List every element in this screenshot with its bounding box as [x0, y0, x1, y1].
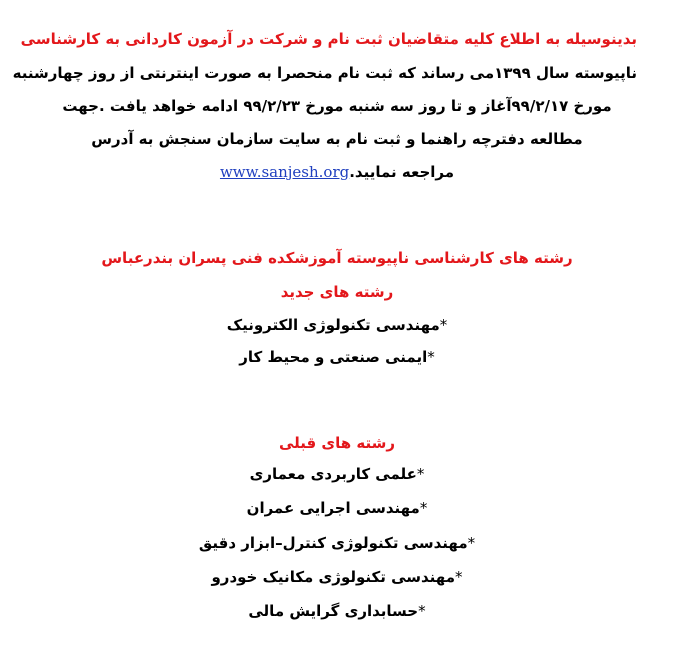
new-field-label: ایمنی صنعتی و محیط کار [239, 348, 428, 366]
sanjesh-website-link[interactable]: www.sanjesh.org [219, 163, 350, 181]
announcement-line-3: مورخ ۹۹/۲/۱۷آغاز و تا روز سه شنبه مورخ ۹۹/۲/۲۳ ادامه خواهد یافت .جهت [62, 97, 612, 115]
bullet-star: * [419, 499, 428, 517]
previous-field-label: علمی کاربردی معماری [249, 465, 417, 483]
previous-field-item [37, 497, 637, 519]
bullet-star: * [439, 316, 448, 334]
new-field-item [37, 314, 637, 336]
announcement-headline: بدینوسیله به اطلاع کلیه متقاضیان ثبت نام و شرکت در آزمون کاردانی به کارشناسی [20, 30, 637, 48]
link-suffix-text: مراجعه نمایید. [349, 163, 455, 181]
new-field-item [37, 346, 637, 368]
announcement-line-4: مطالعه دفترچه راهنما و ثبت نام به سایت سازمان سنجش به آدرس [91, 130, 583, 148]
bullet-star: * [418, 602, 426, 620]
previous-field-item [37, 463, 637, 485]
announcement-line-2: ناپیوسته سال ۱۳۹۹می رساند که ثبت نام منحصرا به صورت اینترنتی از روز چهارشنبه [12, 64, 637, 82]
previous-field-label: حسابداری گرایش مالی [248, 602, 419, 620]
bullet-star: * [467, 534, 476, 552]
previous-field-label: مهندسی تکنولوژی کنترل–ابزار دقیق [198, 534, 468, 552]
bullet-star: * [416, 465, 425, 483]
previous-field-item [37, 566, 637, 588]
previous-field-label: مهندسی اجرایی عمران [246, 499, 420, 517]
section-title: رشته های کارشناسی ناپیوسته آموزشکده فنی پسران بندرعباس [101, 249, 573, 267]
previous-field-label: مهندسی تکنولوژی مکانیک خودرو [211, 568, 455, 586]
previous-field-item [37, 600, 637, 622]
new-field-label: مهندسی تکنولوژی الکترونیک [226, 316, 440, 334]
bullet-star: * [455, 568, 463, 586]
new-fields-heading: رشته های جدید [280, 283, 394, 301]
previous-fields-heading: رشته های قبلی [278, 434, 396, 452]
previous-field-item [37, 532, 637, 554]
bullet-star: * [427, 348, 435, 366]
announcement-line-5 [37, 161, 637, 183]
